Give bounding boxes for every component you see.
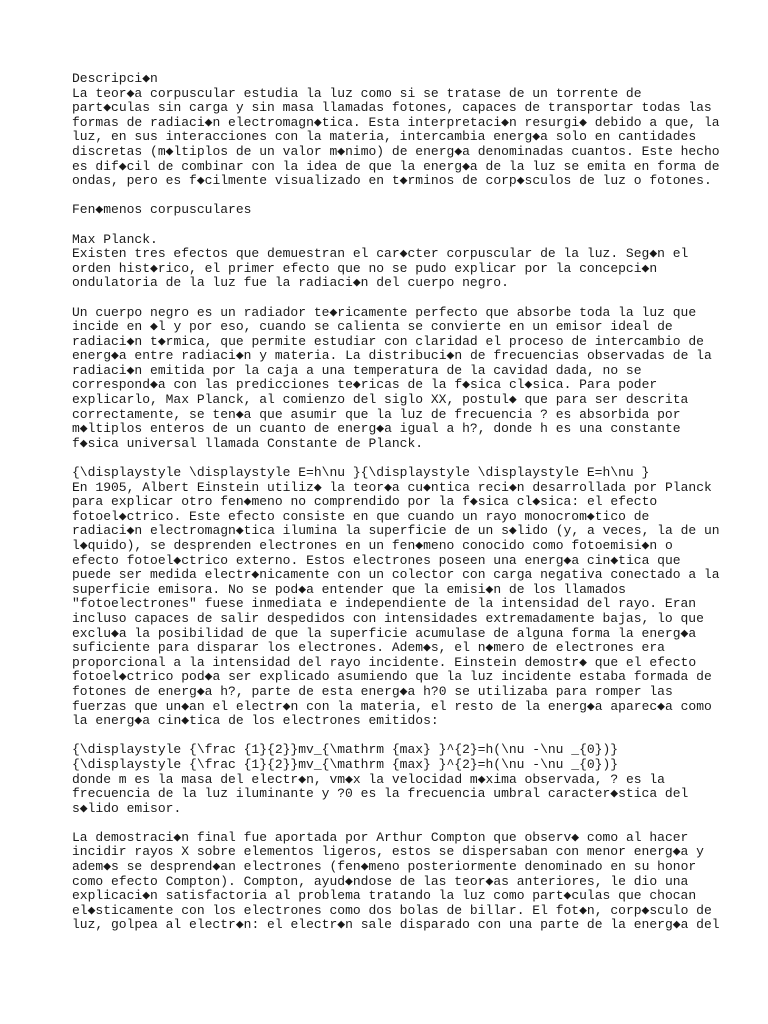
paragraph-max-planck	[72, 233, 712, 291]
text-line: superficie emisora. No se pod◆a entender que la emisi◆n de los llamados	[72, 581, 626, 597]
text-line: discretas (m◆ltiplos de un valor m◆nimo) de energ◆a denominadas cuantos. Este hecho	[72, 143, 720, 159]
text-line: exclu◆a la posibilidad de que la superficie acumulase de alguna forma la energ◆a	[72, 625, 697, 641]
text-line: "fotoelectrones" fuese inmediata e independiente de la intensidad del rayo. Eran	[72, 596, 697, 612]
text-line: incidir rayos X sobre elementos ligeros, estos se dispersaban con menor energ◆a y	[72, 844, 704, 860]
text-line: explicaci◆n satisfactoria al problema tratando la luz como part◆culas que chocan	[72, 888, 697, 904]
text-line: para explicar otro fen◆meno no comprendido por la f◆sica cl◆sica: el efecto	[72, 494, 658, 510]
text-line: efecto fotoel◆ctrico externo. Estos electrones poseen una energ◆a cin◆tica que	[72, 552, 681, 568]
text-line: Fen◆menos corpusculares	[72, 202, 252, 218]
text-line: la energ◆a cin◆tica de los electrones emitidos:	[72, 713, 439, 729]
text-line: correctamente, se ten◆a que asumir que la luz de frecuencia ? es absorbida por	[72, 406, 681, 422]
paragraph-formula	[72, 743, 712, 816]
text-line: La teor◆a corpuscular estudia la luz como si se tratase de un torrente de	[72, 85, 642, 101]
text-line: luz, golpea al electr◆n: el electr◆n sale disparado con una parte de la energ◆a del	[72, 917, 720, 933]
text-line: {\displaystyle \displaystyle E=h\nu }{\displaystyle \displaystyle E=h\nu }	[72, 465, 650, 481]
text-line: explicarlo, Max Planck, al comienzo del siglo XX, postul◆ que para ser descrita	[72, 392, 689, 408]
text-line: energ◆a entre radiaci◆n y materia. La distribuci◆n de frecuencias observadas de la	[72, 348, 712, 364]
text-line: es dif◆cil de combinar con la idea de que la energ◆a de la luz se emita en forma de	[72, 158, 720, 174]
text-line: radiaci◆n electromagn◆tica ilumina la superficie de un s◆lido (y, a veces, la de un	[72, 523, 720, 539]
text-line: s◆lido emisor.	[72, 800, 182, 816]
text-line: part◆culas sin carga y sin masa llamadas fotones, capaces de transportar todas las	[72, 100, 712, 116]
text-line: frecuencia de la luz iluminante y ?0 es la frecuencia umbral caracter◆stica del	[72, 786, 689, 802]
text-line: m◆ltiplos enteros de un cuanto de energ◆a igual a h?, donde h es una constante	[72, 421, 681, 437]
text-line: incluso capaces de salir despedidos con intensidades extremadamente bajas, lo que	[72, 610, 704, 626]
text-line: puede ser medida electr◆nicamente con un colector con carga negativa conectado a la	[72, 567, 720, 583]
text-line: Existen tres efectos que demuestran el car◆cter corpuscular de la luz. Seg◆n el	[72, 246, 689, 262]
text-line: fuerzas que un◆an el electr◆n con la materia, el resto de la energ◆a aparec◆a como	[72, 698, 712, 714]
text-line: radiaci◆n t◆rmica, que permite estudiar con claridad el proceso de intercambio de	[72, 333, 704, 349]
paragraph-cuerpo-negro	[72, 306, 712, 452]
text-line: La demostraci◆n final fue aportada por Arthur Compton que observ◆ como al hacer	[72, 829, 689, 845]
text-line: Descripci◆n	[72, 71, 158, 86]
text-line: donde m es la masa del electr◆n, vm◆x la velocidad m◆xima observada, ? es la	[72, 771, 665, 787]
text-line: fotoel◆ctrico pod◆a ser explicado asumiendo que la luz incidente estaba formada de	[72, 669, 712, 685]
text-line: incide en ◆l y por eso, cuando se calienta se convierte en un emisor ideal de	[72, 319, 673, 335]
text-line: {\displaystyle {\frac {1}{2}}mv_{\mathrm {max} }^{2}=h(\nu -\nu _{0})}	[72, 756, 619, 772]
text-line: luz, en sus interacciones con la materia, intercambia energ◆a solo en cantidades	[72, 129, 697, 145]
text-line: suficiente para disparar los electrones. Adem◆s, el n◆mero de electrones era	[72, 640, 665, 656]
paragraph-fenomenos-heading	[72, 203, 712, 218]
text-line: como efecto Compton). Compton, ayud◆ndose de las teor◆as anteriores, le dio una	[72, 873, 689, 889]
text-line: ondulatoria de la luz fue la radiaci◆n del cuerpo negro.	[72, 275, 509, 291]
text-line: Max Planck.	[72, 231, 158, 247]
text-line: correspond◆a con las predicciones te◆ricas de la f◆sica cl◆sica. Para poder	[72, 377, 658, 393]
paragraph-compton	[72, 829, 720, 933]
text-line: f◆sica universal llamada Constante de Planck.	[72, 435, 424, 451]
text-line: el◆sticamente con los electrones como dos bolas de billar. El fot◆n, corp◆sculo de	[72, 902, 712, 918]
text-line: fotones de energ◆a h?, parte de esta energ◆a h?0 se utilizaba para romper las	[72, 683, 673, 699]
document-page	[72, 71, 720, 948]
text-line: proporcional a la intensidad del rayo incidente. Einstein demostr◆ que el efecto	[72, 654, 697, 670]
text-line: formas de radiaci◆n electromagn◆tica. Esta interpretaci◆n resurgi◆ debido a que, la	[72, 114, 720, 130]
text-line: ondas, pero es f◆cilmente visualizado en t◆rminos de corp◆sculos de luz o fotones.	[72, 173, 712, 189]
text-line: radiaci◆n emitida por la caja a una temperatura de la cavidad dada, no se	[72, 362, 642, 378]
text-line: l◆quido), se desprenden electrones en un fen◆meno conocido como fotoemisi◆n o	[72, 538, 673, 553]
text-line: Un cuerpo negro es un radiador te◆ricamente perfecto que absorbe toda la luz que	[72, 304, 697, 320]
text-line: En 1905, Albert Einstein utiliz◆ la teor◆a cu◆ntica reci◆n desarrollada por Planck	[72, 479, 712, 495]
paragraph-einstein	[72, 465, 720, 729]
text-line: {\displaystyle {\frac {1}{2}}mv_{\mathrm {max} }^{2}=h(\nu -\nu _{0})}	[72, 742, 619, 758]
text-line: adem◆s se desprend◆an electrones (fen◆meno posteriormente denominado en su honor	[72, 859, 697, 875]
text-line: orden hist◆rico, el primer efecto que no se pudo explicar por la concepci◆n	[72, 260, 658, 276]
paragraph-descripcion	[72, 71, 720, 189]
text-line: fotoel◆ctrico. Este efecto consiste en que cuando un rayo monocrom◆tico de	[72, 508, 650, 524]
